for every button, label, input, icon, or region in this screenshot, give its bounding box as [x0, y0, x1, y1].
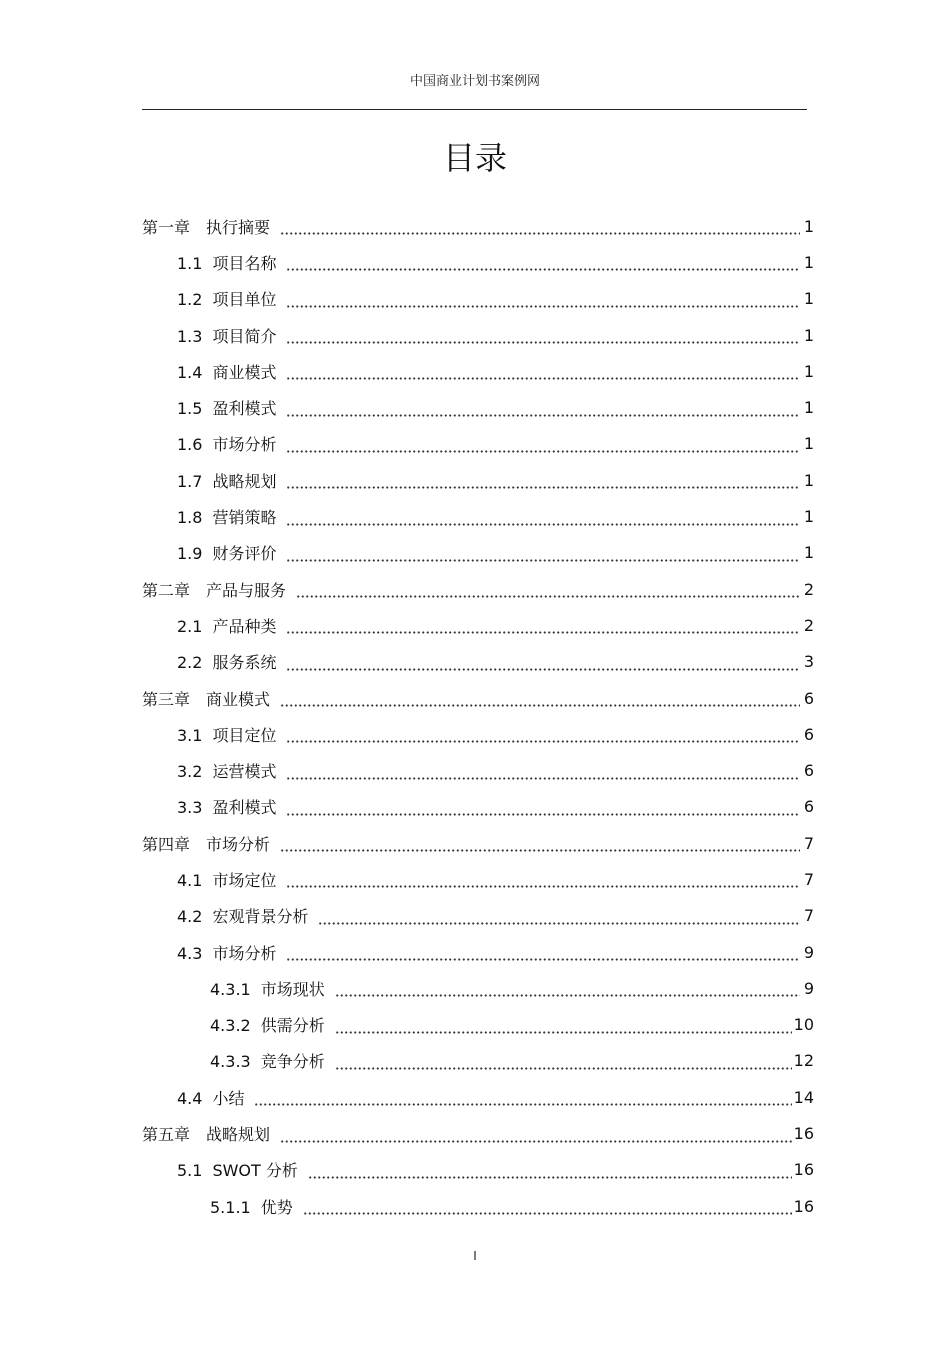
toc-entry[interactable] [142, 644, 814, 680]
toc-entry-title [177, 759, 276, 782]
toc-entry-page: 2 [803, 615, 814, 635]
toc-entry-page: 9 [803, 978, 814, 998]
toc-entry-title [177, 396, 276, 419]
toc-entry-number: 1.9 [177, 544, 203, 564]
table-of-contents [142, 208, 814, 1224]
toc-entry[interactable] [142, 716, 814, 752]
toc-entry[interactable] [142, 861, 814, 897]
toc-entry-title [177, 868, 276, 891]
dot-leader [286, 878, 800, 888]
toc-entry-number: 第五章 [142, 1125, 191, 1145]
toc-entry-title [210, 1195, 293, 1218]
dot-leader [286, 479, 800, 489]
toc-entry[interactable] [142, 680, 814, 716]
toc-entry-label: 项目名称 [212, 253, 277, 273]
toc-entry-page: 16 [793, 1160, 814, 1180]
toc-entry-label: 竞争分析 [260, 1052, 325, 1072]
toc-entry-number: 5.1 [177, 1161, 203, 1181]
toc-entry[interactable] [142, 535, 814, 571]
dot-leader [286, 951, 800, 961]
toc-entry-page: 1 [803, 398, 814, 418]
toc-entry[interactable] [142, 607, 814, 643]
toc-entry[interactable] [142, 1007, 814, 1043]
toc-entry-page: 14 [793, 1087, 814, 1107]
dot-leader [286, 261, 800, 271]
toc-entry-title [142, 578, 286, 601]
toc-entry-title [210, 1013, 325, 1036]
toc-entry-page: 7 [803, 833, 814, 853]
toc-entry-number: 1.1 [177, 253, 203, 273]
toc-entry-page: 16 [793, 1196, 814, 1216]
toc-entry-label: 战略规划 [212, 471, 277, 491]
toc-entry-title [142, 215, 270, 238]
toc-entry-label: 产品与服务 [206, 580, 287, 600]
toc-entry-number: 4.3.2 [210, 1016, 251, 1036]
toc-entry-title [177, 505, 276, 528]
toc-entry-label: 运营模式 [212, 762, 277, 782]
toc-entry-title [142, 687, 270, 710]
dot-leader [286, 806, 800, 816]
toc-entry-label: 营销策略 [212, 508, 277, 528]
dot-leader [286, 624, 800, 634]
toc-entry-number: 1.5 [177, 399, 203, 419]
toc-entry-number: 3.1 [177, 725, 203, 745]
toc-entry-title [177, 432, 276, 455]
toc-entry[interactable] [142, 1115, 814, 1151]
toc-entry-number: 1.3 [177, 326, 203, 346]
toc-entry-number: 3.2 [177, 762, 203, 782]
toc-entry-title [210, 1049, 325, 1072]
toc-entry-number: 4.2 [177, 907, 203, 927]
toc-entry-title [177, 795, 276, 818]
toc-entry-number: 第一章 [142, 217, 191, 237]
toc-entry-label: 服务系统 [212, 653, 277, 673]
toc-entry[interactable] [142, 462, 814, 498]
toc-entry[interactable] [142, 426, 814, 462]
toc-entry-label: 小结 [212, 1088, 245, 1108]
dot-leader [286, 733, 800, 743]
toc-entry-label: 盈利模式 [212, 798, 277, 818]
dot-leader [318, 915, 800, 925]
toc-entry-label: 市场现状 [260, 979, 325, 999]
dot-leader [286, 661, 800, 671]
toc-entry-title [210, 977, 325, 1000]
toc-entry-label: 项目定位 [212, 725, 277, 745]
toc-entry-page: 12 [793, 1051, 814, 1071]
toc-entry-title [177, 469, 276, 492]
toc-entry-title [177, 650, 276, 673]
toc-entry-label: 战略规划 [206, 1125, 271, 1145]
toc-entry-number: 4.3.3 [210, 1052, 251, 1072]
toc-entry-title [177, 251, 276, 274]
toc-entry-page: 3 [803, 652, 814, 672]
dot-leader [335, 1060, 792, 1070]
toc-entry-page: 1 [803, 543, 814, 563]
toc-entry-label: 财务评价 [212, 544, 277, 564]
toc-entry[interactable] [142, 208, 814, 244]
toc-entry-page: 1 [803, 507, 814, 527]
toc-entry-title [177, 541, 276, 564]
dot-leader [296, 588, 800, 598]
toc-entry-page: 6 [803, 761, 814, 781]
dot-leader [308, 1169, 792, 1179]
toc-entry-page: 7 [803, 906, 814, 926]
toc-entry-page: 1 [803, 252, 814, 272]
toc-entry[interactable] [142, 1043, 814, 1079]
toc-entry[interactable] [142, 571, 814, 607]
toc-entry-label: 执行摘要 [206, 217, 271, 237]
toc-entry-page: 16 [793, 1124, 814, 1144]
toc-entry-title [177, 941, 276, 964]
toc-entry-number: 1.7 [177, 471, 203, 491]
toc-entry-page: 1 [803, 216, 814, 236]
toc-entry-number: 5.1.1 [210, 1197, 251, 1217]
toc-entry[interactable] [142, 1079, 814, 1115]
toc-entry-number: 1.2 [177, 290, 203, 310]
toc-entry-page: 1 [803, 470, 814, 490]
toc-entry-title [177, 723, 276, 746]
toc-entry-page: 1 [803, 361, 814, 381]
dot-leader [303, 1205, 792, 1215]
dot-leader [280, 1133, 792, 1143]
toc-entry-label: 项目单位 [212, 290, 277, 310]
toc-entry-label: 项目简介 [212, 326, 277, 346]
toc-entry-label: SWOT 分析 [212, 1161, 298, 1181]
toc-entry-page: 10 [793, 1015, 814, 1035]
toc-entry-number: 2.1 [177, 616, 203, 636]
page-title: 目录 [442, 139, 507, 177]
toc-entry-number: 2.2 [177, 653, 203, 673]
toc-entry-label: 市场分析 [206, 834, 271, 854]
toc-entry-number: 4.1 [177, 870, 203, 890]
toc-entry-label: 宏观背景分析 [212, 907, 309, 927]
toc-entry-page: 6 [803, 688, 814, 708]
toc-entry-page: 2 [803, 579, 814, 599]
toc-entry-title [142, 1122, 270, 1145]
toc-entry[interactable] [142, 1188, 814, 1224]
toc-entry-label: 供需分析 [260, 1016, 325, 1036]
dot-leader [286, 443, 800, 453]
dot-leader [280, 842, 800, 852]
toc-entry-label: 市场分析 [212, 435, 277, 455]
toc-entry-number: 第四章 [142, 834, 191, 854]
toc-entry-page: 9 [803, 942, 814, 962]
toc-entry-title [177, 904, 308, 927]
toc-entry-label: 市场定位 [212, 870, 277, 890]
toc-entry-label: 商业模式 [206, 689, 271, 709]
toc-entry[interactable] [142, 752, 814, 788]
toc-entry[interactable] [142, 498, 814, 534]
toc-entry[interactable] [142, 1152, 814, 1188]
toc-entry-title [177, 324, 276, 347]
dot-leader [286, 334, 800, 344]
toc-entry-label: 市场分析 [212, 943, 277, 963]
dot-leader [280, 697, 800, 707]
dot-leader [286, 516, 800, 526]
toc-entry-label: 优势 [260, 1197, 293, 1217]
toc-entry-page: 6 [803, 797, 814, 817]
toc-entry-number: 4.4 [177, 1088, 203, 1108]
toc-entry[interactable] [142, 281, 814, 317]
toc-entry-title [177, 614, 276, 637]
toc-entry-number: 1.6 [177, 435, 203, 455]
dot-leader [286, 552, 800, 562]
toc-entry-label: 盈利模式 [212, 399, 277, 419]
toc-entry[interactable] [142, 970, 814, 1006]
dot-leader [335, 1024, 792, 1034]
toc-entry-number: 4.3 [177, 943, 203, 963]
toc-entry-title [177, 360, 276, 383]
toc-entry-page: 6 [803, 724, 814, 744]
toc-entry-title [177, 287, 276, 310]
toc-entry-title [142, 832, 270, 855]
toc-entry-title [177, 1158, 298, 1181]
dot-leader [286, 770, 800, 780]
toc-entry-page: 7 [803, 869, 814, 889]
header-divider [142, 109, 807, 110]
dot-leader [286, 298, 800, 308]
toc-entry[interactable] [142, 244, 814, 280]
toc-entry[interactable] [142, 898, 814, 934]
toc-entry-number: 第三章 [142, 689, 191, 709]
toc-entry[interactable] [142, 825, 814, 861]
toc-entry-page: 1 [803, 325, 814, 345]
toc-entry-number: 1.8 [177, 508, 203, 528]
dot-leader [254, 1096, 791, 1106]
dot-leader [286, 407, 800, 417]
toc-entry[interactable] [142, 389, 814, 425]
toc-entry[interactable] [142, 934, 814, 970]
toc-entry-number: 第二章 [142, 580, 191, 600]
toc-entry-page: 1 [803, 434, 814, 454]
page-header: 中国商业计划书案例网 [409, 74, 540, 89]
toc-entry-number: 3.3 [177, 798, 203, 818]
toc-entry-page: 1 [803, 289, 814, 309]
toc-entry-number: 1.4 [177, 362, 203, 382]
toc-entry[interactable] [142, 789, 814, 825]
toc-entry-title [177, 1086, 244, 1109]
toc-entry[interactable] [142, 317, 814, 353]
dot-leader [280, 225, 800, 235]
toc-entry-label: 商业模式 [212, 362, 277, 382]
toc-entry-label: 产品种类 [212, 616, 277, 636]
page-number: I [473, 1249, 477, 1263]
dot-leader [286, 370, 800, 380]
toc-entry-number: 4.3.1 [210, 979, 251, 999]
dot-leader [335, 987, 800, 997]
toc-entry[interactable] [142, 353, 814, 389]
